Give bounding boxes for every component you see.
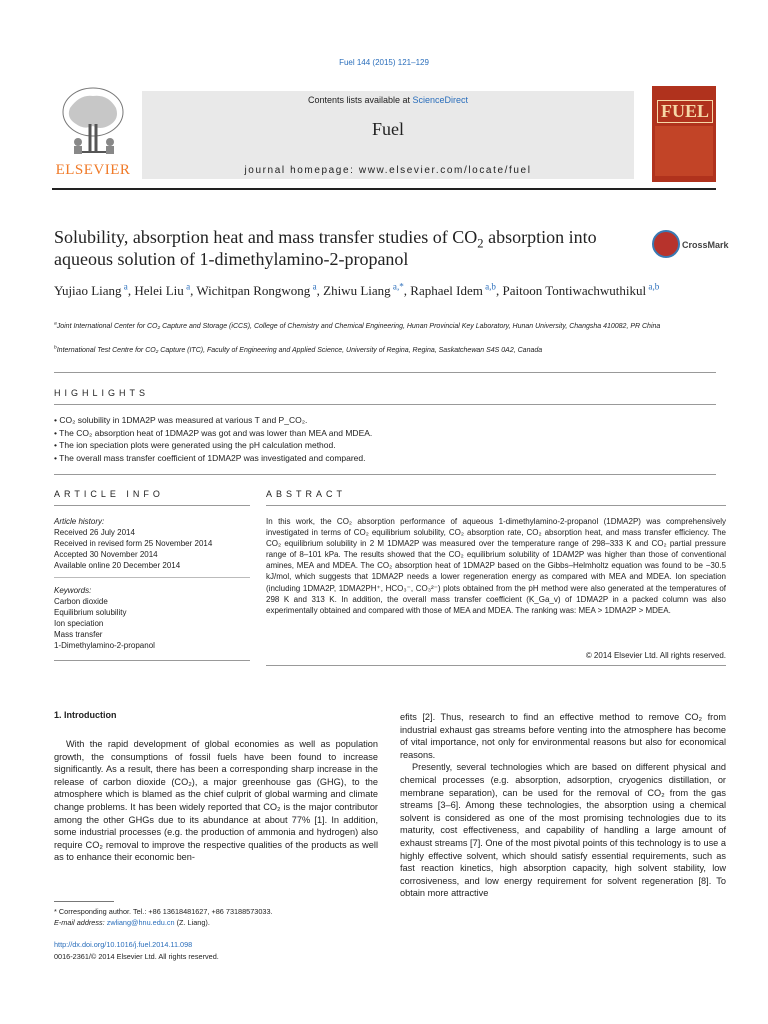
journal-reference-link[interactable]: Fuel 144 (2015) 121–129 bbox=[339, 58, 429, 67]
highlight-item: • CO₂ solubility in 1DMA2P was measured at various T and P_CO₂. bbox=[54, 415, 308, 425]
history-label: Article history: bbox=[54, 517, 105, 526]
highlight-item: • The ion speciation plots were generated using the pH calculation method. bbox=[54, 440, 336, 450]
body-paragraph: efits [2]. Thus, research to find an effective method to remove CO₂ from industrial exhaust gas streams before venting into the atmosphere has become of vital importance, not only for environmental reasons but also for economical reasons. bbox=[400, 712, 726, 760]
crossmark-icon bbox=[652, 230, 680, 258]
keyword-item: Ion speciation bbox=[54, 619, 104, 628]
contents-prefix: Contents lists available at bbox=[307, 95, 413, 105]
crossmark-button[interactable] bbox=[652, 230, 732, 260]
affiliation-a bbox=[54, 322, 694, 332]
keyword-item: 1-Dimethylamino-2-propanol bbox=[54, 641, 155, 650]
divider bbox=[266, 665, 726, 666]
author-list bbox=[54, 282, 694, 299]
keyword-item: Mass transfer bbox=[54, 630, 103, 639]
journal-homepage-link[interactable]: journal homepage: www.elsevier.com/locate/fuel bbox=[244, 165, 532, 176]
divider bbox=[54, 404, 716, 405]
footnote-divider bbox=[54, 901, 114, 902]
crossmark-label: CrossMark bbox=[682, 240, 729, 250]
abstract-text: In this work, the CO₂ absorption performance of aqueous 1-dimethylamino-2-propanol (1DMA2P) was comprehensively investigated in terms of CO₂ equilibrium solubility, CO₂ absorption rate, CO₂ absorption heat, and mass transfer efficiency. The CO₂ equilibrium solubility in 2 M 1DMA2P was measured over the temperature range of 298–333 K and CO₂ partial pressure range of 8–101 kPa. The results showed that the CO₂ equilibrium solubility of 1DAM2P was higher than those of conventional amines, MEA and MDEA. The CO₂ absorption heat of 1DMA2P based on the Gibbs–Helmholtz equation was found to be −30.5 kJ/mol, which suggests that 1DMA2P needs a lower regeneration energy as compared with MEA and MDEA. Ion speciation (including 1DMA2P, 1DMA2PH⁺, HCO₃⁻, CO₃²⁻) plots obtained from the pH method were also generated at the temperatures of 298 K and 313 K. In addition, the overall mass transfer coefficient (K_Ga_v) of 1DMA2P in a packed column was also experimentally obtained and compared with those of MEA and MDEA. The ranking was: MEA > 1DMA2P > MDEA. bbox=[266, 517, 726, 615]
author-name[interactable]: , Zhiwu Liang bbox=[316, 283, 391, 298]
journal-cover-image bbox=[652, 86, 716, 182]
divider bbox=[54, 660, 250, 661]
article-info-heading: ARTICLE INFO bbox=[54, 489, 164, 499]
body-paragraph: Presently, several technologies which are based on different physical and chemical processes (e.g. absorption, adsorption, cryogenics distillation, or membrane separation), can be used for the removal of CO₂ from the gas streams [3–6]. Among these technologies, the absorption using a chemical solvent is considered as one of the most promising technologies due to its maturity, cost effectiveness, and capability of handling a large amount of exhaust streams [7]. One of the most pivotal points of this technology is to use a highly effective solvent, which should satisfy essential requirements, such as fast reaction kinetics, high absorption capacity, high solvent stability, low corrosiveness, and low energy requirement for solvent regeneration [8]. To obtain more attractive bbox=[400, 762, 726, 899]
cover-title: FUEL bbox=[657, 100, 713, 123]
corresponding-author-footnote bbox=[54, 906, 378, 928]
header-divider bbox=[52, 188, 716, 190]
highlight-item: • The CO₂ absorption heat of 1DMA2P was got and was lower than MEA and MDEA. bbox=[54, 427, 373, 438]
elsevier-wordmark: ELSEVIER bbox=[55, 162, 131, 178]
title-part-1: Solubility, absorption heat and mass transfer studies of CO bbox=[54, 227, 478, 247]
title-part-2: absorption into aqueous solution of 1-dimethylamino-2-propanol bbox=[54, 227, 597, 269]
author-affiliation-mark[interactable]: a bbox=[183, 281, 191, 292]
author-affiliation-mark[interactable]: a,b bbox=[482, 281, 496, 292]
affiliation-a-text: Joint International Center for CO₂ Capture and Storage (iCCS), College of Chemistry and Chemical Engineering, Hunan Provincial Key Laboratory, Hunan University, Changsha 410082, PR China bbox=[56, 323, 661, 330]
history-item: Available online 20 December 2014 bbox=[54, 561, 181, 570]
email-suffix: (Z. Liang). bbox=[174, 918, 210, 927]
history-item: Accepted 30 November 2014 bbox=[54, 550, 158, 559]
article-history bbox=[54, 516, 250, 571]
title-subscript: 2 bbox=[477, 236, 484, 251]
keyword-item: Equilibrium solubility bbox=[54, 608, 127, 617]
elsevier-tree-icon bbox=[60, 86, 126, 158]
divider bbox=[54, 372, 716, 373]
corresponding-author-line: * Corresponding author. Tel.: +86 13618481627, +86 73188573033. bbox=[54, 907, 273, 916]
highlights-list bbox=[54, 414, 716, 464]
author-name[interactable]: , Wichitpan Rongwong bbox=[190, 283, 311, 298]
author-name[interactable]: , Paitoon Tontiwachwuthikul bbox=[495, 283, 647, 298]
keywords-list bbox=[54, 585, 250, 651]
journal-header-box bbox=[142, 91, 634, 179]
author-affiliation-mark[interactable]: a bbox=[121, 281, 128, 292]
journal-name: Fuel bbox=[371, 119, 404, 139]
affiliation-a-mark: a bbox=[54, 321, 57, 327]
author-affiliation-mark[interactable]: a,b bbox=[646, 281, 660, 292]
issn-copyright: 0016-2361/© 2014 Elsevier Ltd. All rights reserved. bbox=[54, 952, 219, 961]
divider bbox=[54, 505, 250, 506]
author-affiliation-mark[interactable]: a,* bbox=[390, 281, 404, 292]
author-name[interactable]: , Raphael Idem bbox=[403, 283, 483, 298]
keyword-item: Carbon dioxide bbox=[54, 597, 108, 606]
divider bbox=[54, 474, 716, 475]
cover-band bbox=[655, 126, 713, 176]
body-column-right bbox=[400, 711, 726, 900]
elsevier-logo bbox=[52, 86, 134, 184]
contents-available-line bbox=[142, 95, 634, 105]
author-name[interactable]: , Helei Liu bbox=[127, 283, 184, 298]
affiliation-b-mark: b bbox=[54, 345, 57, 351]
highlight-item: • The overall mass transfer coefficient of 1DMA2P was investigated and compared. bbox=[54, 452, 366, 463]
email-label: E-mail address: bbox=[54, 918, 107, 927]
history-item: Received in revised form 25 November 2014 bbox=[54, 539, 213, 548]
author-affiliation-mark[interactable]: a bbox=[310, 281, 317, 292]
keywords-label: Keywords: bbox=[54, 586, 92, 595]
history-item: Received 26 July 2014 bbox=[54, 528, 135, 537]
section-heading: 1. Introduction bbox=[54, 710, 117, 720]
sciencedirect-link[interactable]: ScienceDirect bbox=[412, 95, 469, 105]
doi-link[interactable]: http://dx.doi.org/10.1016/j.fuel.2014.11.098 bbox=[54, 940, 193, 949]
abstract-copyright: © 2014 Elsevier Ltd. All rights reserved. bbox=[585, 651, 726, 660]
body-paragraph: With the rapid development of global economies as well as population growth, the consumptions of fossil fuels have been found to increase significantly. As a result, there has been a corresponding sharp increase in the release of carbon dioxide (CO₂), a major greenhouse gas (GHG), to the atmosphere which is blamed as the chief culprit of global warming and climate change problems. It has been widely reported that CO₂ is the major contributor among the other GHGs due to its abundance at about 77% [1]. In addition, some industrial processes (e.g. the production of ammonia and hydrogen) also require CO₂ removal to improve the respective qualities of the products as well as to enhance their economic ben- bbox=[54, 739, 378, 863]
abstract-heading: ABSTRACT bbox=[266, 489, 347, 499]
affiliation-b-text: International Test Centre for CO₂ Capture (ITC), Faculty of Engineering and Applied Science, University of Regina, Regina, Saskatchewan S4S 0A2, Canada bbox=[56, 347, 543, 354]
author-name[interactable]: Yujiao Liang bbox=[54, 283, 122, 298]
email-link[interactable]: zwliang@hnu.edu.cn bbox=[106, 918, 175, 927]
divider bbox=[266, 505, 726, 506]
affiliation-b bbox=[54, 346, 694, 356]
highlights-heading: HIGHLIGHTS bbox=[54, 388, 150, 398]
divider bbox=[54, 577, 250, 578]
article-title bbox=[54, 226, 644, 270]
